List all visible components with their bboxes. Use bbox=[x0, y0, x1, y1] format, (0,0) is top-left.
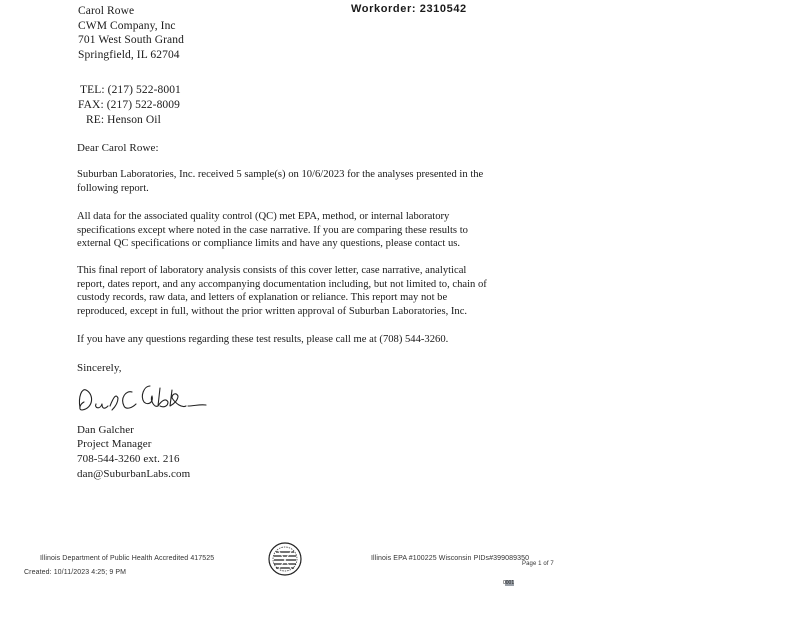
recipient-tel: TEL: (217) 522-8001 bbox=[80, 84, 181, 96]
sender-phone: 708-544-3260 ext. 216 bbox=[77, 453, 180, 465]
recipient-city: Springfield, IL 62704 bbox=[78, 49, 180, 61]
paragraph-line: specifications except where noted in the case narrative. If you are comparing these results to bbox=[77, 224, 468, 236]
paragraph-report-contents bbox=[77, 264, 537, 318]
page-number: Page 1 of 7 bbox=[522, 561, 554, 567]
recipient-name: Carol Rowe bbox=[78, 5, 135, 17]
salutation: Dear Carol Rowe: bbox=[77, 142, 159, 154]
paragraph-line: Suburban Laboratories, Inc. received 5 sample(s) on 10/6/2023 for the analyses presented in the bbox=[77, 169, 484, 180]
paragraph-line: If you have any questions regarding these test results, please call me at (708) 544-3260. bbox=[77, 334, 449, 345]
paragraph-line: report, dates report, and any accompanying documentation including, but not limited to, chain of bbox=[77, 278, 487, 290]
paragraph-receipt bbox=[77, 168, 537, 195]
paragraph-line: This final report of laboratory analysis consists of this cover letter, case narrative, analytical bbox=[77, 265, 467, 276]
recipient-company: CWM Company, Inc bbox=[78, 20, 176, 32]
paragraph-quality-control bbox=[77, 210, 537, 251]
accreditation-text: Illinois Department of Public Health Accredited 417525 bbox=[40, 555, 215, 562]
accreditation-seal-icon bbox=[268, 542, 302, 576]
sender-email: dan@SuburbanLabs.com bbox=[77, 468, 191, 480]
paragraph-line: custody records, raw data, and letters of explanation or reliance. This report may not be bbox=[77, 292, 448, 304]
recipient-street: 701 West South Grand bbox=[78, 34, 184, 46]
paragraph-line: following report. bbox=[77, 182, 149, 194]
handwritten-signature bbox=[74, 378, 214, 418]
paragraph-contact bbox=[77, 333, 537, 347]
page-stamp-label: 0001 bbox=[503, 580, 515, 586]
created-timestamp: Created: 10/11/2023 4:25; 9 PM bbox=[24, 569, 127, 576]
regarding-line: RE: Henson Oil bbox=[86, 114, 161, 126]
closing: Sincerely, bbox=[77, 362, 122, 374]
sender-title: Project Manager bbox=[77, 438, 152, 450]
workorder-number: Workorder: 2310542 bbox=[351, 3, 467, 15]
recipient-fax: FAX: (217) 522-8009 bbox=[78, 99, 180, 111]
paragraph-line: reproduced, except in full, without the prior written approval of Suburban Laboratories, Inc. bbox=[77, 305, 468, 317]
sender-name: Dan Galcher bbox=[77, 424, 134, 436]
paragraph-line: All data for the associated quality control (QC) met EPA, method, or internal laboratory bbox=[77, 211, 450, 222]
paragraph-line: external QC specifications or compliance limits and have any questions, please contact us. bbox=[77, 238, 461, 250]
epa-id-text: Illinois EPA #100225 Wisconsin PIDs#399089350 bbox=[371, 555, 530, 562]
